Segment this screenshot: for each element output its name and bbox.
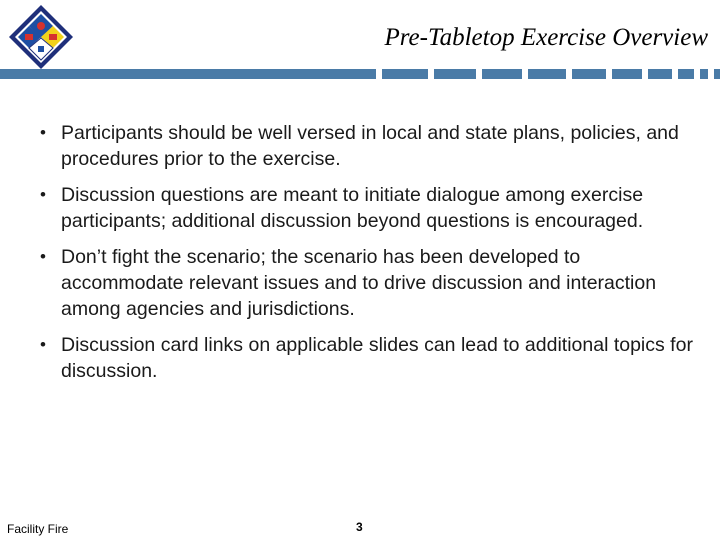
- bullet-text: Participants should be well versed in local and state plans, policies, and procedures prior to the exercise.: [61, 122, 679, 170]
- page-number: 3: [356, 520, 363, 534]
- bullet-text: Discussion card links on applicable slides can lead to additional topics for discussion.: [61, 334, 693, 382]
- bullet-text: Don’t fight the scenario; the scenario has been developed to accommodate relevant issues and to drive discussion and interaction among agencies and jurisdictions.: [61, 246, 657, 320]
- bullet-list: [40, 120, 700, 394]
- bullet-item: [40, 182, 700, 234]
- bullet-item: [40, 120, 700, 172]
- slide-title: Pre-Tabletop Exercise Overview: [384, 24, 708, 51]
- emergency-diamond-logo-icon: [8, 4, 74, 70]
- bullet-marker: •: [40, 335, 46, 354]
- footer-label: Facility Fire: [7, 522, 69, 536]
- bullet-marker: •: [40, 247, 46, 266]
- bullet-marker: •: [40, 123, 46, 142]
- bullet-item: [40, 244, 700, 322]
- bullet-text: Discussion questions are meant to initiate dialogue among exercise participants; additional discussion beyond questions is encouraged.: [61, 184, 644, 232]
- title-divider: [0, 66, 720, 76]
- bullet-item: [40, 332, 700, 384]
- bullet-marker: •: [40, 185, 46, 204]
